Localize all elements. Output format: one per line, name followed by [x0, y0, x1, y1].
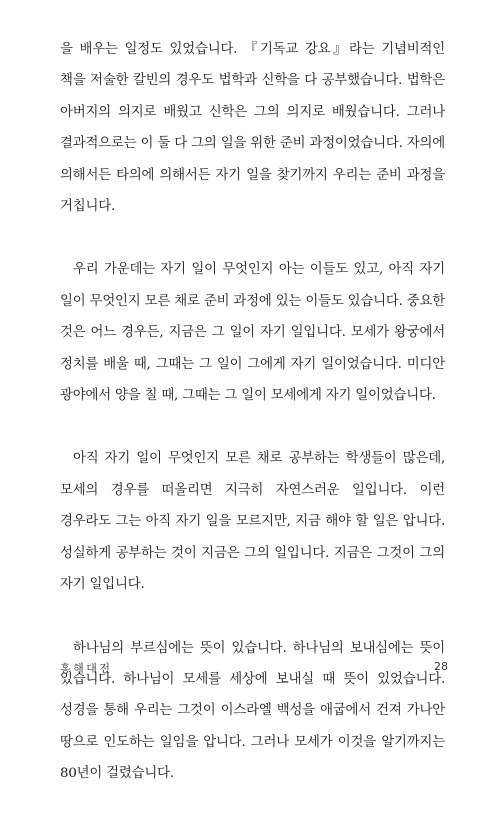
page-number: 28 [434, 660, 448, 673]
page-footer [60, 660, 448, 680]
page-body [60, 34, 445, 822]
paragraph-3: 아직 자기 일이 무엇인지 모른 채로 공부하는 학생들이 많은데, 모세의 경우를 떠올리면 지극히 자연스러운 일입니다. 이런 경우라도 그는 아직 자기 일을 모르지만, 지금 해야 할 일은 압니다. 성실하게 공부하는 것이 지금은 그의 일입니다. 지금은 그것이 그의 자기 일입니다. [60, 451, 445, 593]
paragraph-4: 하나님의 부르심에는 뜻이 있습니다. 하나님의 보내심에는 뜻이 있습니다. 하나님이 모세를 세상에 보내실 때 뜻이 있었습니다. 성경을 통해 우리는 그것이 이스라엘 백성을 애굽에서 건져 가나안 땅으로 인도하는 일임을 압니다. 그러나 모세가 이것을 알기까지는 80년이 걸렸습니다. [60, 640, 445, 782]
running-book-title: 홍해대전 [60, 662, 113, 675]
paragraph-2: 우리 가운데는 자기 일이 무엇인지 아는 이들도 있고, 아직 자기 일이 무엇인지 모른 채로 준비 과정에 있는 이들도 있습니다. 중요한 것은 어느 경우든, 지금은 그 일이 자기 일입니다. 모세가 왕궁에서 정치를 배울 때, 그때는 그 일이 그에게 자기 일이었습니다. 미디안 광야에서 양을 칠 때, 그때는 그 일이 모세에게 자기 일이었습니다. [60, 262, 445, 404]
paragraph-1: 을 배우는 일정도 있었습니다. 『기독교 강요』라는 기념비적인 책을 저술한 칼빈의 경우도 법학과 신학을 다 공부했습니다. 법학은 아버지의 의지로 배웠고 신학은 그의 의지로 배웠습니다. 그러나 결과적으로는 이 둘 다 그의 일을 위한 준비 과정이었습니다. 자의에 의해서든 타의에 의해서든 자기 일을 찾기까지 우리는 준비 과정을 거칩니다. [60, 42, 445, 215]
